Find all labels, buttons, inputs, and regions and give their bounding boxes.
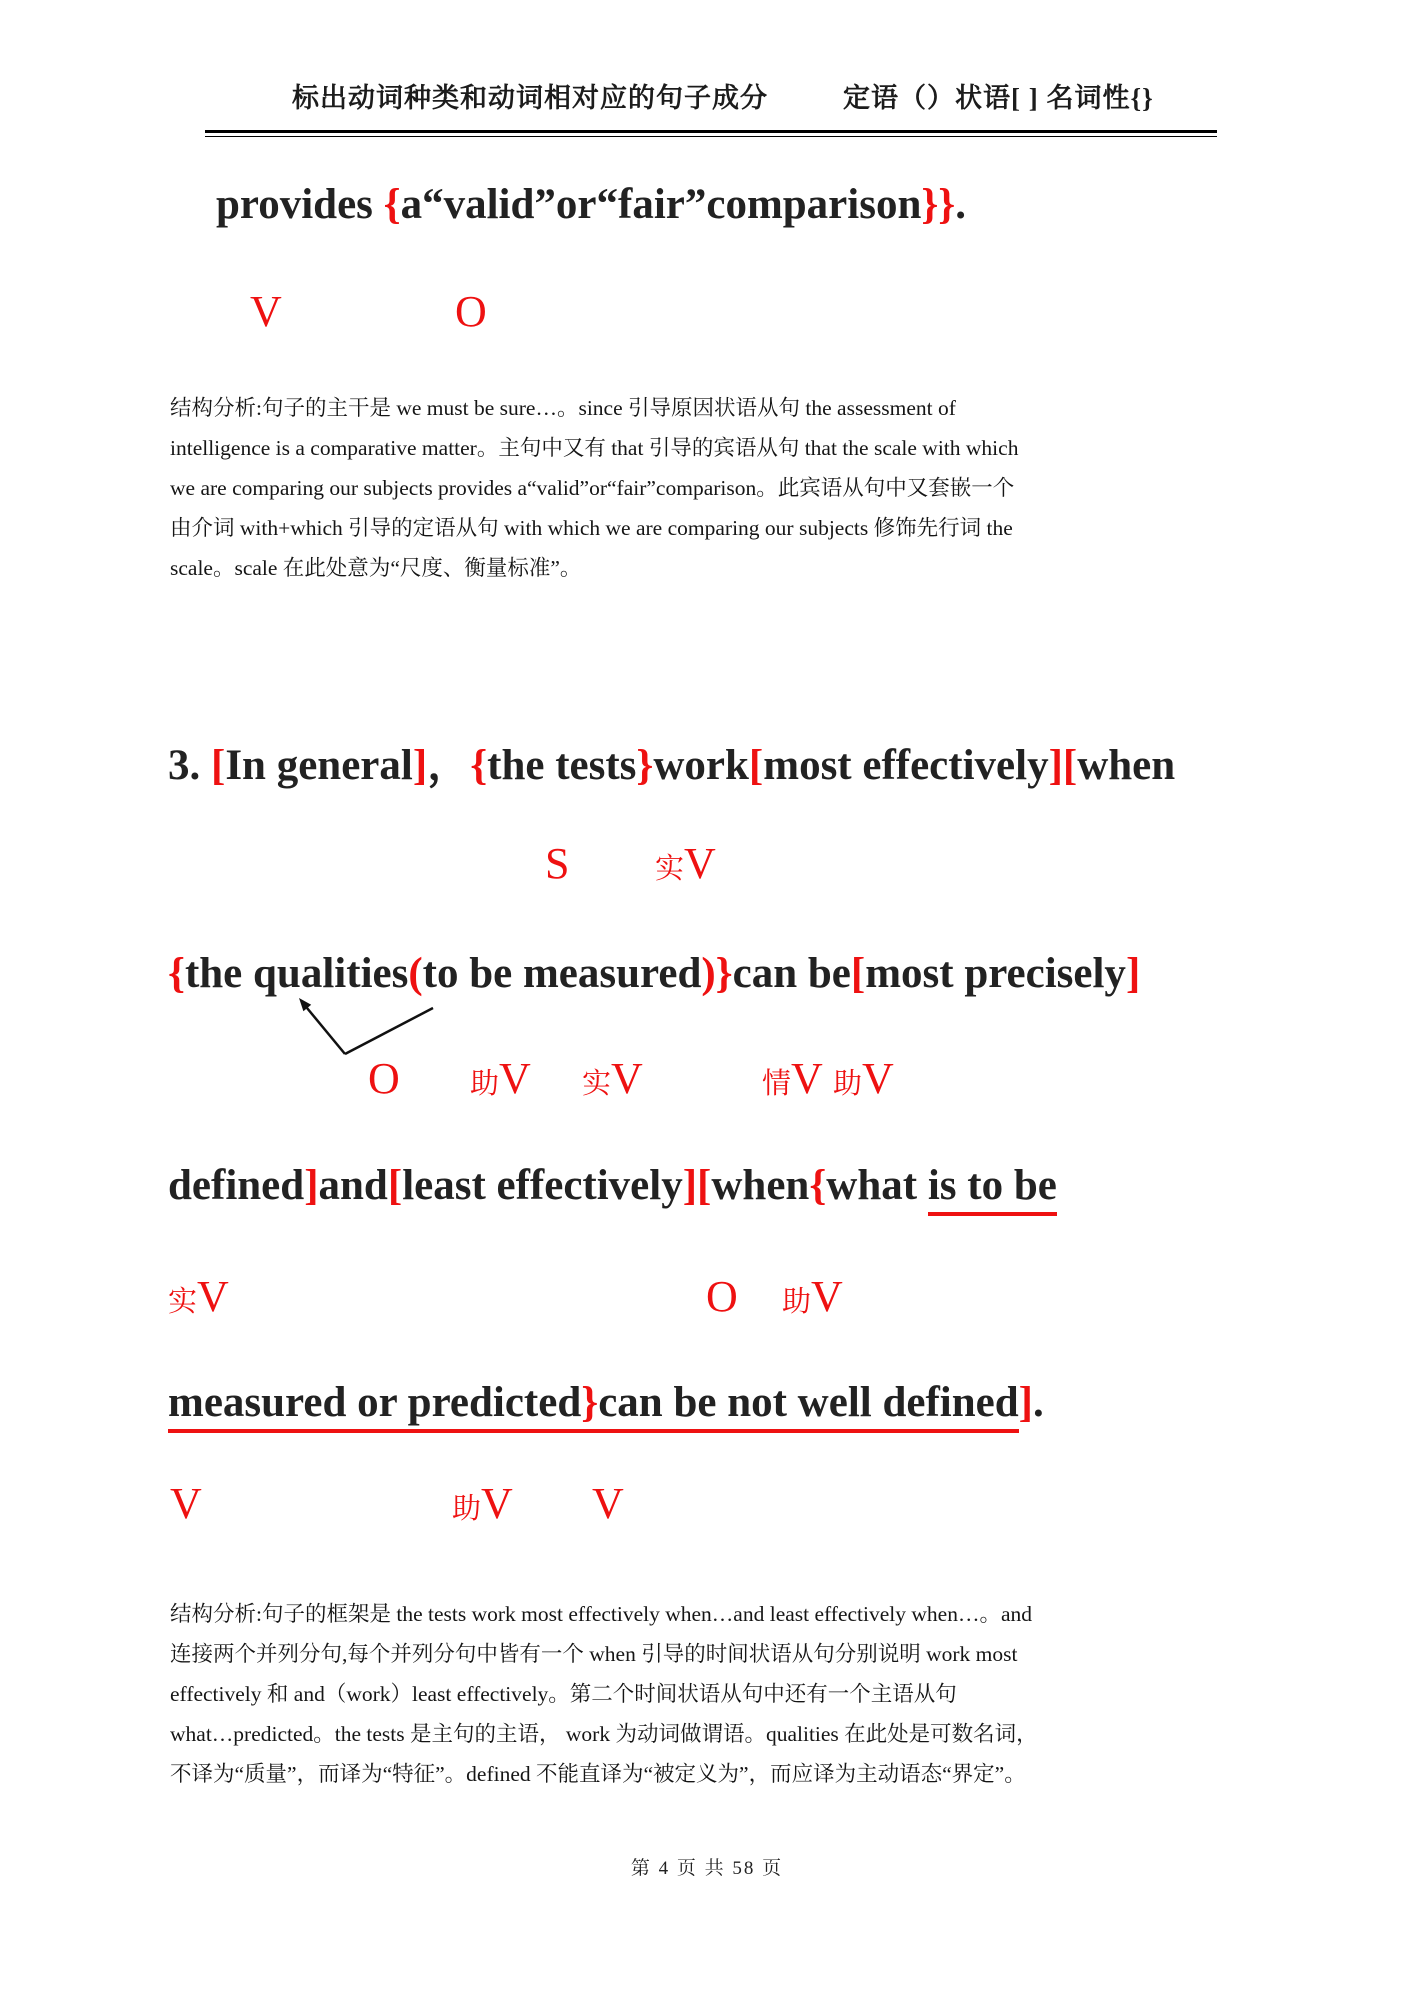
text-segment: most effectively (763, 742, 1049, 789)
text-segment: ][ (1048, 742, 1078, 789)
grammar-label-prefix: 助 (782, 1286, 812, 1318)
grammar-label (545, 840, 569, 888)
annotation-arrow-icon (283, 990, 448, 1065)
grammar-label (655, 840, 716, 888)
grammar-label-letter: O (455, 287, 487, 336)
grammar-label-letter: V (197, 1272, 229, 1321)
grammar-label-letter: V (811, 1272, 843, 1321)
sentence3-analysis (170, 1594, 1038, 1794)
text-segment: when (711, 1162, 810, 1209)
grammar-label-prefix: 助 (833, 1068, 863, 1100)
text-segment: ] (412, 742, 428, 789)
text-segment: the qualities (184, 950, 409, 997)
grammar-label-letter: O (368, 1054, 400, 1103)
text-segment: the tests (487, 742, 637, 789)
grammar-label (455, 288, 487, 336)
text-segment: }} (921, 181, 956, 228)
header-right-legend: 定语（）状语[ ] 名词性{} (843, 83, 1154, 113)
sentence3-label-row-1 (0, 840, 1414, 896)
grammar-label-prefix: 助 (470, 1068, 500, 1100)
grammar-label-prefix: 实 (655, 853, 685, 885)
grammar-label-letter: V (250, 287, 282, 336)
analysis-line: 不译为“质量”，而译为“特征”。defined 不能直译为“被定义为”，而应译为主动语态“界定”。 (170, 1762, 1026, 1786)
grammar-label (833, 1055, 894, 1103)
text-segment: . (955, 181, 966, 228)
analysis-line: 结构分析:句子的框架是 the tests work most effectively when…and least effectively when…。and (170, 1602, 1033, 1626)
grammar-label-letter: V (592, 1479, 624, 1528)
text-segment: { (168, 950, 185, 997)
text-segment: 3. (168, 742, 211, 789)
analysis-line: effectively 和 and（work）least effectively。第二个时间状语从句中还有一个主语从句 (170, 1682, 957, 1706)
grammar-label-letter: V (862, 1054, 894, 1103)
text-segment: ] (304, 1162, 319, 1209)
footer-page-number: 第 4 页 共 58 页 (630, 1858, 784, 1879)
text-segment: [ (748, 742, 764, 789)
text-segment: ( (408, 950, 423, 997)
grammar-label-prefix: 情 (762, 1068, 792, 1100)
header-left-title: 标出动词种类和动词相对应的句子成分 (292, 83, 768, 113)
analysis-line: we are comparing our subjects provides a“valid”or“fair”comparison。此宾语从句中又套嵌一个 (170, 476, 1015, 500)
grammar-label (470, 1055, 531, 1103)
text-segment: to be measured (422, 950, 702, 997)
sentence3-line1 (168, 731, 1175, 792)
grammar-label-letter: V (481, 1479, 513, 1528)
text-segment: { (383, 181, 401, 228)
grammar-label (168, 1273, 229, 1321)
text-segment: least effectively (402, 1162, 683, 1209)
text-segment: )} (701, 950, 733, 997)
text-segment: ][ (682, 1162, 712, 1209)
text-segment: [ (387, 1162, 403, 1209)
text-segment: work (653, 742, 749, 789)
grammar-label-prefix: 助 (452, 1493, 482, 1525)
grammar-label-prefix: 实 (168, 1286, 198, 1318)
grammar-label-letter: S (545, 839, 570, 888)
grammar-label-letter: V (499, 1054, 531, 1103)
sentence2-label-row (0, 288, 1414, 344)
analysis-line: 由介词 with+which 引导的定语从句 with which we are comparing our subjects 修饰先行词 the (170, 516, 1013, 540)
text-segment: In general (225, 742, 413, 789)
sentence2-analysis (170, 388, 1018, 588)
text-segment: [ (211, 742, 226, 789)
text-segment: ， (427, 742, 471, 789)
text-segment: } (581, 1379, 598, 1433)
grammar-label (582, 1055, 643, 1103)
grammar-label (250, 288, 282, 336)
text-segment: { (470, 742, 488, 789)
text-segment: [ (850, 950, 866, 997)
text-segment: can be (732, 950, 851, 997)
grammar-label (170, 1480, 202, 1528)
grammar-label (368, 1055, 400, 1103)
text-segment: } (636, 742, 654, 789)
text-segment: and (318, 1162, 388, 1209)
analysis-line: 连接两个并列分句,每个并列分句中皆有一个 when 引导的时间状语从句分别说明 work most (170, 1642, 1018, 1666)
text-segment: { (809, 1162, 827, 1209)
grammar-label (762, 1055, 823, 1103)
analysis-line: intelligence is a comparative matter。主句中又有 that 引导的宾语从句 that the scale with which (170, 436, 1019, 460)
grammar-label-letter: V (170, 1479, 202, 1528)
text-segment: what (826, 1162, 928, 1209)
text-segment: can be not well defined (598, 1379, 1018, 1433)
text-segment: when (1077, 742, 1176, 789)
grammar-label (452, 1480, 513, 1528)
text-segment: is to be (928, 1162, 1057, 1216)
text-segment: . (1032, 1379, 1044, 1426)
analysis-line: what…predicted。the tests 是主句的主语， work 为动词做谓语。qualities 在此处是可数名词， (170, 1722, 1038, 1746)
text-segment: measured or predicted (168, 1379, 581, 1433)
analysis-line: scale。scale 在此处意为“尺度、衡量标准”。 (170, 556, 582, 580)
grammar-label-letter: V (684, 839, 716, 888)
header-rule (205, 130, 1217, 137)
text-segment: provides (216, 181, 384, 228)
grammar-label-prefix: 实 (582, 1068, 612, 1100)
text-segment: ] (1125, 950, 1141, 997)
grammar-label (782, 1273, 843, 1321)
grammar-label-letter: O (706, 1272, 738, 1321)
analysis-line: 结构分析:句子的主干是 we must be sure…。since 引导原因状语从句 the assessment of (170, 396, 956, 420)
sentence3-line3 (168, 1161, 1057, 1210)
grammar-label-letter: V (791, 1054, 823, 1103)
sentence3-label-row-2 (0, 1055, 1414, 1111)
text-segment: most precisely (865, 950, 1126, 997)
sentence3-label-row-4 (0, 1480, 1414, 1536)
grammar-label (706, 1273, 738, 1321)
sentence3-line4 (168, 1378, 1044, 1427)
text-segment: defined (168, 1162, 305, 1209)
grammar-label-letter: V (611, 1054, 643, 1103)
text-segment: a“valid”or“fair”comparison (400, 181, 922, 228)
grammar-label (592, 1480, 624, 1528)
sentence3-label-row-3 (0, 1273, 1414, 1329)
sentence2-heading (216, 180, 966, 229)
text-segment: ] (1018, 1379, 1033, 1426)
